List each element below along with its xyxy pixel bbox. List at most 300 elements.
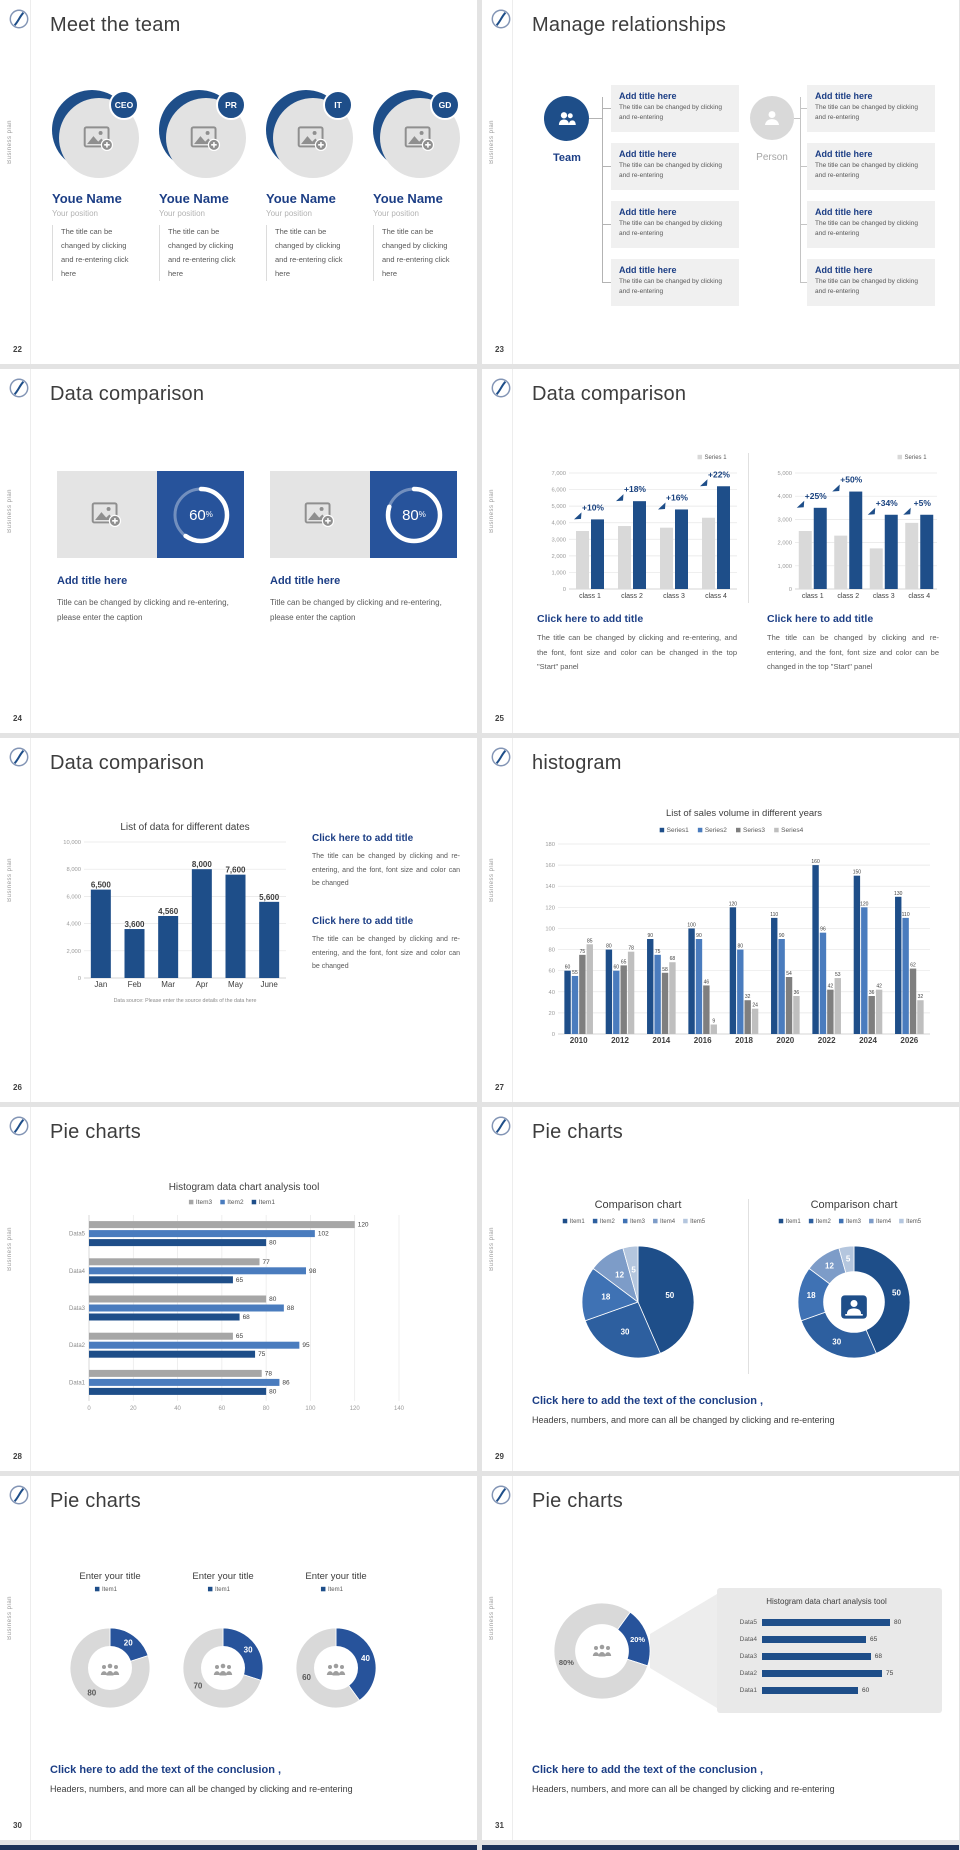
- image-placeholder-icon: [83, 125, 115, 152]
- svg-text:2026: 2026: [900, 1036, 919, 1045]
- svg-text:68: 68: [669, 956, 676, 963]
- block-title: Click here to add title: [767, 613, 874, 625]
- svg-text:100: 100: [687, 922, 696, 929]
- svg-text:2,000: 2,000: [777, 540, 792, 547]
- svg-text:9: 9: [712, 1018, 716, 1025]
- svg-text:Series 1: Series 1: [704, 455, 727, 461]
- svg-text:98: 98: [309, 1267, 317, 1275]
- box-title: Add title here: [815, 207, 873, 217]
- svg-text:60: 60: [564, 964, 571, 971]
- svg-text:Enter your title: Enter your title: [192, 1571, 254, 1582]
- donut-chart-3: [281, 1566, 391, 1741]
- svg-text:Series4: Series4: [781, 827, 804, 834]
- svg-text:80: 80: [737, 943, 744, 950]
- svg-text:Comparison chart: Comparison chart: [810, 1199, 898, 1211]
- svg-text:160: 160: [545, 863, 555, 870]
- connector-line: [602, 224, 611, 225]
- svg-text:55: 55: [572, 969, 578, 976]
- page-number: 24: [13, 714, 22, 723]
- svg-text:2022: 2022: [817, 1036, 836, 1045]
- relationship-box[interactable]: [807, 143, 935, 190]
- svg-text:Item1: Item1: [327, 1587, 343, 1593]
- svg-text:30: 30: [620, 1327, 630, 1337]
- team-member-card: [159, 90, 259, 281]
- people-group-icon: [98, 1660, 122, 1680]
- svg-text:40: 40: [548, 989, 555, 996]
- svg-text:60: 60: [613, 964, 620, 971]
- page-number: 22: [13, 345, 22, 354]
- svg-text:90: 90: [647, 933, 654, 939]
- image-placeholder-icon: [91, 501, 123, 528]
- svg-text:Data2: Data2: [68, 1343, 85, 1350]
- svg-text:Data4: Data4: [68, 1268, 85, 1275]
- svg-text:80%: 80%: [401, 506, 426, 524]
- svg-text:0: 0: [87, 1406, 91, 1412]
- svg-text:4,000: 4,000: [66, 921, 81, 928]
- svg-text:+50%: +50%: [840, 474, 863, 485]
- svg-text:80: 80: [548, 947, 555, 954]
- progress-ring-80: [370, 471, 457, 558]
- svg-text:110: 110: [770, 911, 779, 918]
- box-body: The title can be changed by clicking and re-entering: [619, 104, 722, 121]
- sidebar-vertical-label: Business plan: [7, 858, 13, 902]
- avatar: [159, 90, 249, 180]
- sidebar-vertical-label: Business plan: [7, 1227, 13, 1271]
- svg-text:54: 54: [786, 971, 792, 977]
- svg-text:2024: 2024: [859, 1036, 877, 1045]
- member-position: Your position: [266, 209, 312, 218]
- svg-text:88: 88: [286, 1305, 295, 1312]
- svg-text:100: 100: [305, 1406, 316, 1412]
- svg-text:53: 53: [834, 972, 841, 979]
- brand-logo-icon: [8, 1115, 30, 1137]
- conclusion-body: Headers, numbers, and more can all be changed by clicking and re-entering: [532, 1784, 835, 1794]
- svg-text:102: 102: [317, 1230, 329, 1238]
- svg-text:4,560: 4,560: [158, 906, 179, 916]
- analysis-hbar-chart: [45, 1179, 427, 1424]
- page-title: Data comparison: [50, 752, 205, 774]
- sales-volume-histogram: [530, 806, 942, 1061]
- member-description: The title can be changed by clicking and re-entering click here: [373, 225, 451, 281]
- page-title: Pie charts: [532, 1121, 623, 1143]
- svg-text:60%: 60%: [188, 506, 213, 524]
- svg-text:7,000: 7,000: [551, 471, 566, 477]
- svg-text:24: 24: [752, 1002, 758, 1009]
- svg-text:Item1: Item1: [101, 1587, 117, 1593]
- sidebar-vertical-label: Business plan: [489, 1596, 495, 1640]
- page-title: Meet the team: [50, 14, 181, 36]
- relationship-box[interactable]: [611, 201, 739, 248]
- connector-line: [589, 118, 602, 119]
- svg-text:0: 0: [788, 587, 792, 593]
- person-label: Person: [756, 152, 788, 163]
- slide-30-donut-charts[interactable]: [0, 1476, 477, 1840]
- svg-text:+18%: +18%: [624, 484, 646, 495]
- slide-rail-divider: [30, 1476, 31, 1840]
- role-badge: CEO: [109, 90, 139, 120]
- person-desk-icon: [840, 1294, 868, 1320]
- progress-ring-60: [157, 471, 244, 558]
- svg-text:5: 5: [631, 1265, 636, 1275]
- card-caption: Title can be changed by clicking and re-entering, please enter the caption: [57, 598, 229, 623]
- svg-text:70: 70: [193, 1681, 203, 1691]
- slide-rail-divider: [512, 0, 513, 364]
- image-placeholder[interactable]: [57, 471, 157, 558]
- svg-text:42: 42: [876, 983, 882, 990]
- block-body: The title can be changed by clicking and re-entering, and the font, font size and color can be changed: [312, 936, 460, 971]
- panel-rows: [723, 1614, 930, 1699]
- block-body: The title can be changed by clicking and re-entering, and the font, font size and color can be changed in the top "Start" panel: [767, 633, 939, 672]
- sidebar-vertical-label: Business plan: [489, 858, 495, 902]
- svg-text:80: 80: [87, 1688, 97, 1698]
- slide-24-data-comparison-cards[interactable]: [0, 369, 477, 733]
- connector-line: [800, 166, 807, 167]
- connector-line: [800, 224, 807, 225]
- box-body: The title can be changed by clicking and re-entering: [619, 162, 722, 179]
- data-card: [57, 471, 244, 558]
- svg-text:2012: 2012: [611, 1036, 629, 1045]
- slide-rail-divider: [512, 738, 513, 1102]
- slide-28-horizontal-bars[interactable]: [0, 1107, 477, 1471]
- relationship-box[interactable]: [807, 201, 935, 248]
- brand-logo-icon: [8, 1484, 30, 1506]
- svg-text:95: 95: [302, 1342, 310, 1350]
- page-title: Pie charts: [50, 1121, 141, 1143]
- monthly-bar-chart: [52, 820, 294, 1011]
- svg-text:class 3: class 3: [872, 593, 895, 600]
- svg-text:77: 77: [262, 1258, 270, 1266]
- conclusion-title: Click here to add the text of the conclusion ,: [50, 1764, 282, 1776]
- svg-text:85: 85: [586, 938, 593, 945]
- slide-rail-divider: [512, 1107, 513, 1471]
- svg-text:List of data for different dat: List of data for different dates: [120, 822, 250, 833]
- svg-text:50: 50: [892, 1288, 901, 1298]
- panel-bar: [762, 1670, 882, 1677]
- member-name: Youe Name: [52, 191, 122, 206]
- conclusion-body: Headers, numbers, and more can all be changed by clicking and re-entering: [532, 1415, 835, 1425]
- svg-text:6,000: 6,000: [66, 894, 81, 901]
- image-placeholder-icon: [404, 125, 436, 152]
- box-title: Add title here: [619, 207, 677, 217]
- slide-29-pie-charts[interactable]: [482, 1107, 959, 1471]
- panel-bar: [762, 1636, 866, 1643]
- svg-text:June: June: [260, 980, 278, 989]
- svg-text:32: 32: [917, 994, 924, 1001]
- svg-text:75: 75: [579, 948, 586, 955]
- slide-23-manage-relationships[interactable]: [482, 0, 959, 364]
- svg-text:110: 110: [901, 911, 910, 918]
- brand-logo-icon: [8, 8, 30, 30]
- svg-text:Item4: Item4: [660, 1219, 676, 1225]
- svg-text:120: 120: [545, 905, 555, 912]
- svg-text:class 3: class 3: [663, 593, 685, 600]
- svg-text:1,000: 1,000: [551, 570, 566, 577]
- svg-text:120: 120: [860, 901, 869, 908]
- svg-text:2014: 2014: [652, 1036, 671, 1045]
- brand-logo-icon: [490, 8, 512, 30]
- box-title: Add title here: [619, 265, 677, 275]
- grouped-bar-chart-right: [767, 447, 943, 612]
- page-title: histogram: [532, 752, 622, 774]
- comparison-pie-chart: [532, 1195, 744, 1380]
- slide-rail-divider: [30, 369, 31, 733]
- member-position: Your position: [159, 209, 205, 218]
- box-title: Add title here: [815, 91, 873, 101]
- avatar: [266, 90, 356, 180]
- svg-text:80: 80: [269, 1388, 277, 1396]
- svg-text:65: 65: [235, 1276, 244, 1284]
- member-name: Youe Name: [159, 191, 229, 206]
- svg-text:Item3: Item3: [845, 1219, 861, 1225]
- card-caption: Title can be changed by clicking and re-entering, please enter the caption: [270, 598, 442, 623]
- svg-text:Enter your title: Enter your title: [79, 1571, 141, 1582]
- page-title: Pie charts: [532, 1490, 623, 1512]
- connector-line: [602, 97, 603, 282]
- block-title: Click here to add title: [537, 613, 644, 625]
- svg-text:class 4: class 4: [908, 593, 931, 600]
- svg-text:8,000: 8,000: [66, 867, 81, 874]
- svg-text:Series3: Series3: [743, 827, 766, 834]
- relationship-box[interactable]: [807, 85, 935, 132]
- svg-text:0: 0: [77, 976, 81, 982]
- svg-text:3,600: 3,600: [124, 920, 145, 930]
- svg-text:Mar: Mar: [161, 980, 176, 989]
- svg-text:80: 80: [262, 1406, 270, 1412]
- svg-text:12: 12: [615, 1270, 625, 1280]
- panel-title: Histogram data chart analysis tool: [766, 1597, 887, 1606]
- svg-text:12: 12: [825, 1261, 834, 1271]
- svg-text:Apr: Apr: [195, 980, 209, 989]
- donut-chart-1: [55, 1566, 165, 1741]
- svg-text:120: 120: [349, 1406, 360, 1412]
- slide-31-donut-with-panel[interactable]: [482, 1476, 959, 1840]
- svg-text:68: 68: [242, 1314, 250, 1321]
- member-position: Your position: [373, 209, 419, 218]
- relationship-box[interactable]: [807, 259, 935, 306]
- svg-text:Comparison chart: Comparison chart: [594, 1199, 682, 1211]
- brand-logo-icon: [490, 1115, 512, 1137]
- block-title: Click here to add title: [312, 833, 414, 844]
- svg-text:100: 100: [545, 926, 555, 933]
- slide-27-histogram[interactable]: [482, 738, 959, 1102]
- sidebar-vertical-label: Business plan: [7, 1596, 13, 1640]
- svg-text:Series1: Series1: [666, 827, 689, 834]
- brand-logo-icon: [490, 1484, 512, 1506]
- people-group-icon: [324, 1660, 348, 1680]
- svg-text:0: 0: [551, 1032, 555, 1038]
- svg-text:20: 20: [548, 1010, 555, 1017]
- svg-text:Item5: Item5: [690, 1219, 706, 1225]
- box-body: The title can be changed by clicking and re-entering: [815, 162, 918, 179]
- team-member-card: [52, 90, 152, 281]
- block-body: The title can be changed by clicking and re-entering, and the font, font size and color can be changed: [312, 853, 460, 888]
- svg-text:120: 120: [357, 1221, 369, 1229]
- svg-text:Data5: Data5: [68, 1231, 85, 1238]
- svg-text:42: 42: [827, 983, 834, 990]
- page-number: 25: [495, 714, 504, 723]
- svg-text:8,000: 8,000: [191, 860, 212, 870]
- divider: [748, 1199, 749, 1374]
- card-title: Add title here: [270, 575, 341, 587]
- slide-26-data-comparison-dates[interactable]: [0, 738, 477, 1102]
- svg-text:2016: 2016: [693, 1036, 712, 1045]
- brand-logo-icon: [490, 746, 512, 768]
- svg-text:Item5: Item5: [906, 1219, 922, 1225]
- block-title: Click here to add title: [312, 916, 414, 927]
- svg-text:96: 96: [820, 926, 826, 933]
- svg-text:80%: 80%: [558, 1658, 574, 1668]
- person-circle: [750, 96, 794, 140]
- svg-text:class 2: class 2: [837, 593, 860, 600]
- svg-text:58: 58: [662, 966, 668, 973]
- role-badge: IT: [323, 90, 353, 120]
- svg-text:Series2: Series2: [704, 827, 727, 834]
- relationship-box[interactable]: [611, 85, 739, 132]
- svg-text:75: 75: [654, 948, 661, 955]
- box-body: The title can be changed by clicking and re-entering: [619, 278, 722, 295]
- relationship-box[interactable]: [611, 259, 739, 306]
- svg-text:10,000: 10,000: [63, 840, 81, 846]
- svg-text:75: 75: [258, 1351, 266, 1359]
- relationship-box[interactable]: [611, 143, 739, 190]
- svg-text:class 1: class 1: [579, 593, 601, 600]
- page-title: Manage relationships: [532, 14, 727, 36]
- svg-text:class 2: class 2: [621, 593, 643, 600]
- page-number: 27: [495, 1083, 504, 1092]
- svg-text:Item2: Item2: [599, 1219, 615, 1225]
- people-group-icon: [211, 1660, 235, 1680]
- svg-text:0: 0: [562, 587, 566, 593]
- svg-text:36: 36: [793, 990, 800, 996]
- panel-bar-row: Data5 80: [739, 1619, 902, 1626]
- svg-text:65: 65: [620, 959, 627, 966]
- member-description: The title can be changed by clicking and re-entering click here: [266, 225, 344, 281]
- svg-text:5: 5: [845, 1254, 851, 1264]
- connector-line: [800, 97, 801, 282]
- svg-text:50: 50: [665, 1290, 675, 1300]
- svg-text:7,600: 7,600: [225, 865, 246, 875]
- team-label: Team: [553, 152, 581, 164]
- svg-text:List of sales volume in differ: List of sales volume in different years: [665, 808, 823, 819]
- svg-text:40: 40: [174, 1406, 181, 1412]
- svg-text:5,000: 5,000: [777, 471, 792, 477]
- svg-text:May: May: [227, 980, 244, 989]
- box-body: The title can be changed by clicking and re-entering: [815, 104, 918, 121]
- avatar: [373, 90, 463, 180]
- team-member-card: [266, 90, 366, 281]
- image-placeholder[interactable]: [270, 471, 370, 558]
- connector-line: [602, 282, 611, 283]
- member-position: Your position: [52, 209, 98, 218]
- svg-text:Item1: Item1: [785, 1219, 801, 1225]
- brand-logo-icon: [8, 746, 30, 768]
- box-title: Add title here: [619, 91, 677, 101]
- svg-text:18: 18: [806, 1291, 816, 1301]
- svg-text:160: 160: [811, 859, 820, 866]
- svg-text:30: 30: [243, 1645, 253, 1655]
- slide-rail-divider: [30, 0, 31, 364]
- grouped-bar-chart-left: [537, 447, 743, 612]
- svg-text:Jan: Jan: [94, 980, 108, 989]
- sidebar-vertical-label: Business plan: [489, 120, 495, 164]
- page-number: 23: [495, 345, 504, 354]
- panel-bar-row: Data4 65: [739, 1636, 878, 1643]
- page-number: 30: [13, 1821, 22, 1830]
- svg-text:32: 32: [744, 994, 751, 1001]
- image-placeholder-icon: [304, 501, 336, 528]
- team-people-icon: [554, 106, 580, 132]
- svg-text:120: 120: [728, 901, 738, 908]
- block-body: The title can be changed by clicking and re-entering, and the font, font size and color can be changed in the top "Start" panel: [537, 633, 737, 672]
- slide-rail-divider: [512, 369, 513, 733]
- connector-line: [800, 108, 807, 109]
- member-description: The title can be changed by clicking and re-entering click here: [159, 225, 237, 281]
- panel-bar: [762, 1619, 890, 1626]
- svg-text:3,000: 3,000: [551, 537, 566, 544]
- svg-text:80: 80: [606, 943, 612, 950]
- svg-text:90: 90: [778, 933, 785, 939]
- slide-22-meet-the-team[interactable]: [0, 0, 477, 364]
- panel-bar-row: Data3 68: [739, 1653, 883, 1660]
- svg-text:+34%: +34%: [875, 497, 898, 508]
- member-description: The title can be changed by clicking and re-entering click here: [52, 225, 130, 281]
- slide-25-data-comparison-charts[interactable]: [482, 369, 959, 733]
- avatar: [52, 90, 142, 180]
- svg-text:65: 65: [235, 1333, 244, 1341]
- member-name: Youe Name: [373, 191, 443, 206]
- sidebar-vertical-label: Business plan: [489, 489, 495, 533]
- svg-text:4,000: 4,000: [551, 520, 566, 527]
- page-number: 29: [495, 1452, 504, 1461]
- svg-text:60: 60: [548, 968, 555, 975]
- svg-text:20: 20: [129, 1406, 137, 1412]
- page-title: Data comparison: [532, 383, 687, 405]
- team-circle: [544, 96, 589, 141]
- connector-line: [794, 118, 800, 119]
- svg-text:80: 80: [269, 1296, 277, 1303]
- page-number: 26: [13, 1083, 22, 1092]
- svg-text:2018: 2018: [735, 1036, 753, 1045]
- svg-text:62: 62: [910, 962, 916, 969]
- svg-text:78: 78: [628, 945, 634, 952]
- slide-rail-divider: [30, 738, 31, 1102]
- svg-text:3,000: 3,000: [777, 517, 792, 524]
- conclusion-body: Headers, numbers, and more can all be changed by clicking and re-entering: [50, 1784, 353, 1794]
- panel-bar: [762, 1653, 871, 1660]
- page-title: Data comparison: [50, 383, 205, 405]
- svg-text:+25%: +25%: [804, 490, 827, 501]
- svg-text:Data source: Please enter the: Data source: Please enter the source details of the data here: [113, 998, 257, 1004]
- page-title: Pie charts: [50, 1490, 141, 1512]
- brand-logo-icon: [490, 377, 512, 399]
- svg-text:5,000: 5,000: [551, 504, 566, 511]
- svg-text:140: 140: [393, 1406, 405, 1412]
- svg-text:86: 86: [282, 1379, 290, 1387]
- svg-text:90: 90: [696, 933, 702, 939]
- svg-text:20: 20: [123, 1638, 133, 1648]
- sidebar-vertical-label: Business plan: [7, 489, 13, 533]
- svg-text:30: 30: [832, 1337, 842, 1347]
- svg-text:36: 36: [868, 990, 875, 996]
- people-group-icon: [590, 1641, 614, 1661]
- svg-text:130: 130: [894, 890, 903, 897]
- svg-text:18: 18: [601, 1292, 611, 1302]
- analysis-panel: [717, 1588, 942, 1713]
- comparison-donut-chart: [754, 1195, 954, 1380]
- next-row-slide-peek: [482, 1845, 959, 1850]
- svg-text:+10%: +10%: [582, 502, 604, 513]
- svg-text:60: 60: [218, 1406, 226, 1412]
